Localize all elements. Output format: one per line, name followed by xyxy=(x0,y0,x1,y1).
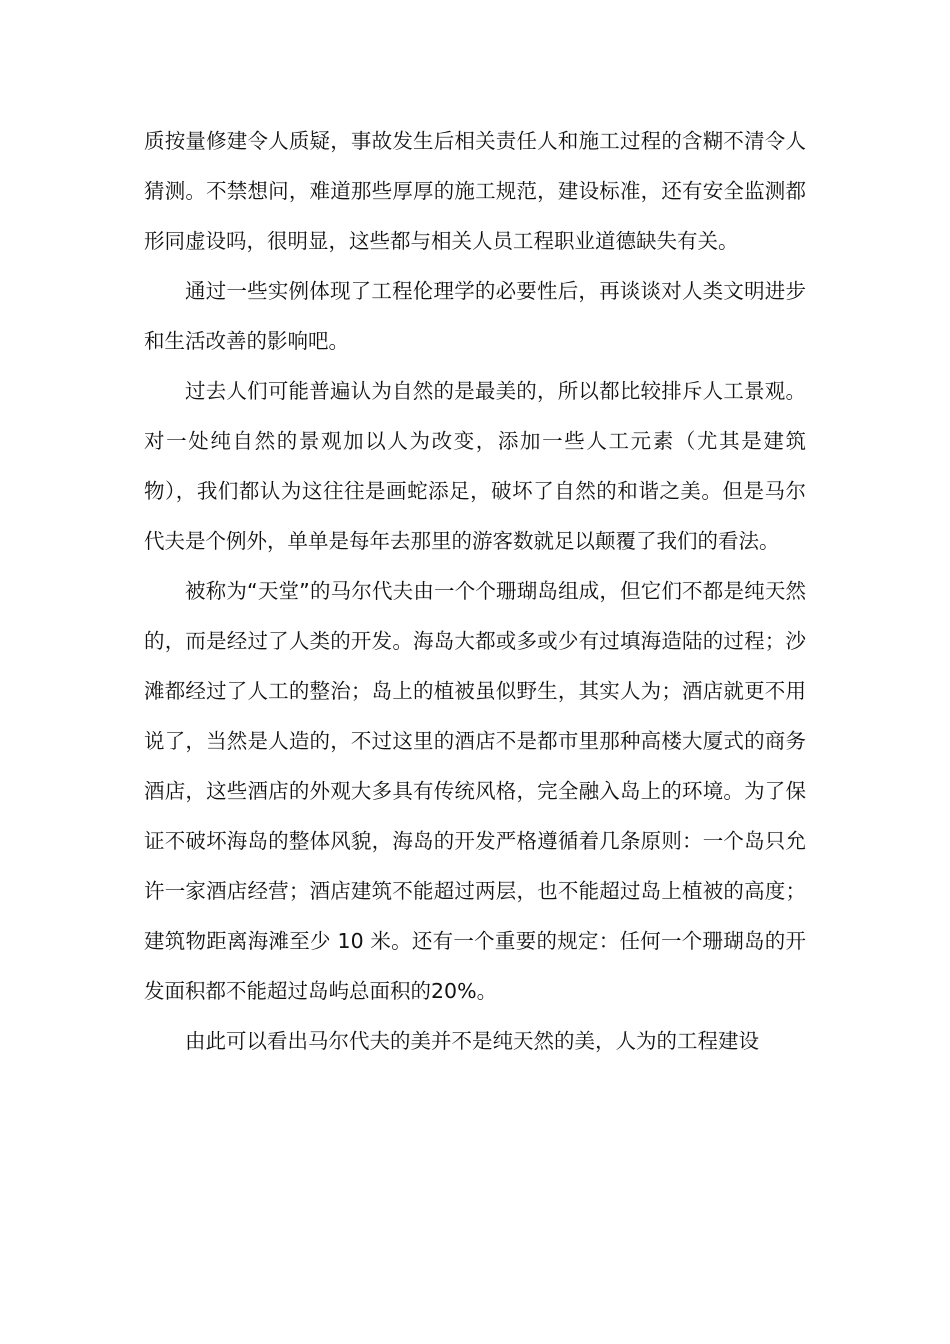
paragraph-2: 通过一些实例体现了工程伦理学的必要性后，再谈谈对人类文明进步和生活改善的影响吧。 xyxy=(144,279,806,353)
paragraph-5: 由此可以看出马尔代夫的美并不是纯天然的美，人为的工程建设 xyxy=(185,1029,759,1053)
paragraph-1: 质按量修建令人质疑，事故发生后相关责任人和施工过程的含糊不清令人猜测。不禁想问，难道那些厚厚的施工规范，建设标准，还有安全监测都形同虚设吗，很明显，这些都与相关人员工程职业道德缺失有关。 xyxy=(144,129,806,253)
document-body xyxy=(144,116,806,1066)
paragraph-3: 过去人们可能普遍认为自然的是最美的，所以都比较排斥人工景观。对一处纯自然的景观加以人为改变，添加一些人工元素（尤其是建筑物），我们都认为这往往是画蛇添足，破坏了自然的和谐之美。但是马尔代夫是个例外，单单是每年去那里的游客数就足以颠覆了我们的看法。 xyxy=(144,379,806,553)
paragraph-4: 被称为“天堂”的马尔代夫由一个个珊瑚岛组成，但它们不都是纯天然的，而是经过了人类的开发。海岛大都或多或少有过填海造陆的过程；沙滩都经过了人工的整治；岛上的植被虽似野生，其实人为；酒店就更不用说了，当然是人造的，不过这里的酒店不是都市里那种高楼大厦式的商务酒店，这些酒店的外观大多具有传统风格，完全融入岛上的环境。为了保证不破坏海岛的整体风貌，海岛的开发严格遵循着几条原则：一个岛只允许一家酒店经营；酒店建筑不能超过两层，也不能超过岛上植被的高度；建筑物距离海滩至少 10 米。还有一个重要的规定：任何一个珊瑚岛的开发面积都不能超过岛屿总面积的20%。 xyxy=(144,579,806,1003)
